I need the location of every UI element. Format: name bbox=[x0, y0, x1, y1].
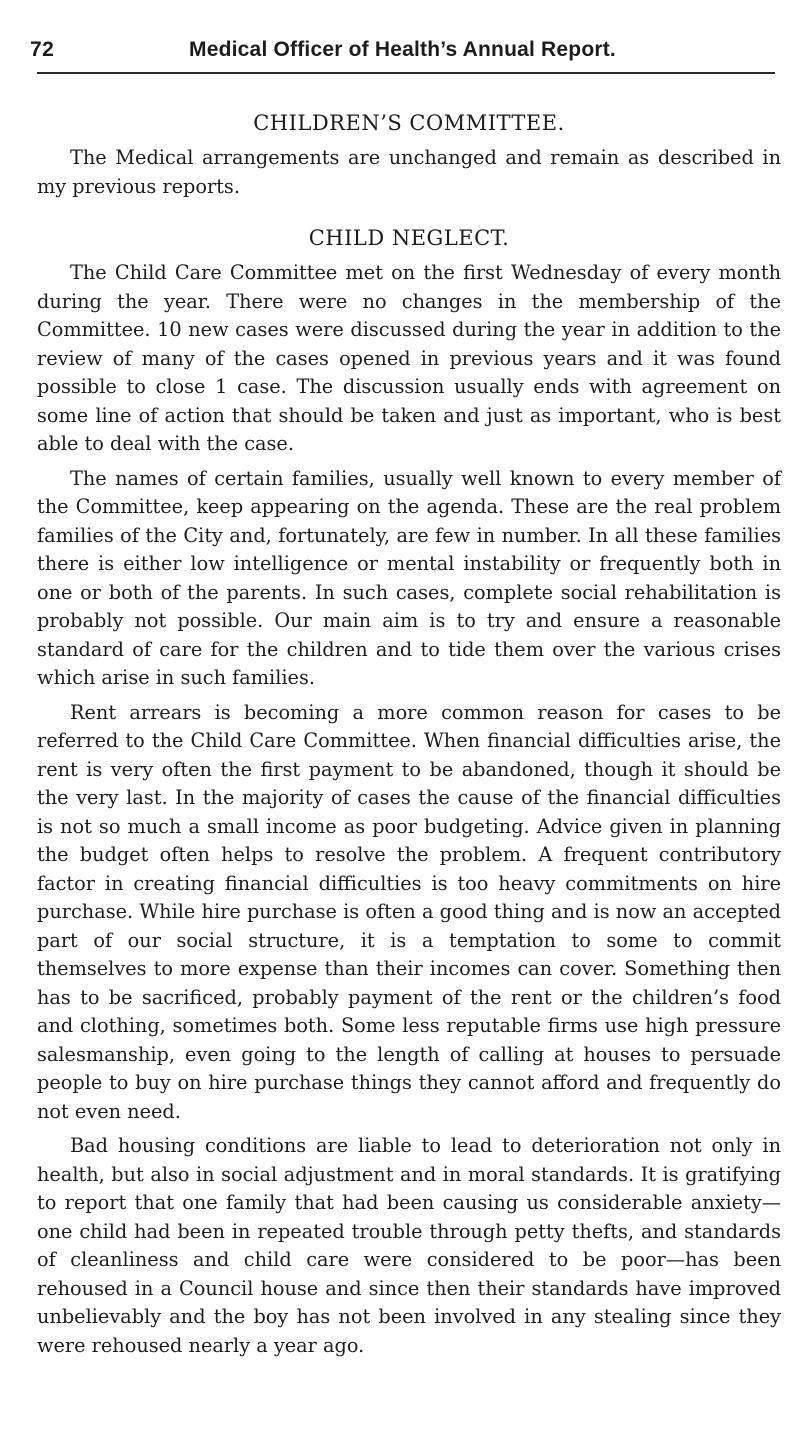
running-title: Medical Officer of Health’s Annual Report. bbox=[189, 38, 616, 61]
paragraph: The Medical arrangements are unchanged and remain as described in my previous reports. bbox=[37, 146, 781, 198]
paragraph: Rent arrears is becoming a more common reason for cases to be referred to the Child Care Committee. When financial difficulties arise, the rent is very often the first payment to be abandoned, though it should be the very last. In the majority of cases the cause of the financial difficulties is not so much a small income as poor budgeting. Advice given in planning the budget often helps to resolve the problem. A frequent contributory factor in creating financial difficulties is too heavy commitments on hire purchase. While hire purchase is often a good thing and is now an accepted part of our social structure, it is a temptation to some to commit themselves to more expense than their incomes can cover. Something then has to be sacrificed, probably payment of the rent or the children’s food and clothing, sometimes both. Some less reputable firms use high pressure salesmanship, even going to the length of calling at houses to persuade people to buy on hire purchase things they cannot afford and frequently do not even need. bbox=[37, 700, 781, 1123]
section-childrens-committee bbox=[37, 108, 781, 201]
header-rule bbox=[37, 72, 775, 74]
page-number: 72 bbox=[30, 38, 55, 61]
paragraph: The Child Care Committee met on the first Wednesday of every month during the year. There were no changes in the membership of the Committee. 10 new cases were discussed during the year in addition to the review of many of the cases opened in previous years and it was found possible to close 1 case. The discussion usually ends with agreement on some line of action that should be taken and just as important, who is best able to deal with the case. bbox=[37, 261, 781, 455]
section-child-neglect bbox=[37, 223, 781, 1360]
running-header bbox=[30, 38, 775, 68]
section-heading: CHILD NEGLECT. bbox=[308, 226, 510, 250]
document-body bbox=[37, 108, 781, 1360]
section-heading: CHILDREN’S COMMITTEE. bbox=[253, 111, 565, 135]
paragraph: Bad housing conditions are liable to lead to deterioration not only in health, but also in social adjustment and in moral standards. It is gratifying to report that one family that had been causing us considerable anxiety—one child had been in repeated trouble through petty thefts, and standards of cleanliness and child care were considered to be poor—has been rehoused in a Council house and since then their standards have improved unbelievably and the boy has not been involved in any stealing since they were rehoused nearly a year ago. bbox=[37, 1134, 781, 1357]
paragraph: The names of certain families, usually well known to every member of the Committee, keep appearing on the agenda. These are the real problem families of the City and, fortunately, are few in number. In all these families there is either low intelligence or mental instability or frequently both in one or both of the parents. In such cases, complete social rehabilitation is probably not possible. Our main aim is to try and ensure a reasonable standard of care for the children and to tide them over the various crises which arise in such families. bbox=[37, 466, 781, 689]
